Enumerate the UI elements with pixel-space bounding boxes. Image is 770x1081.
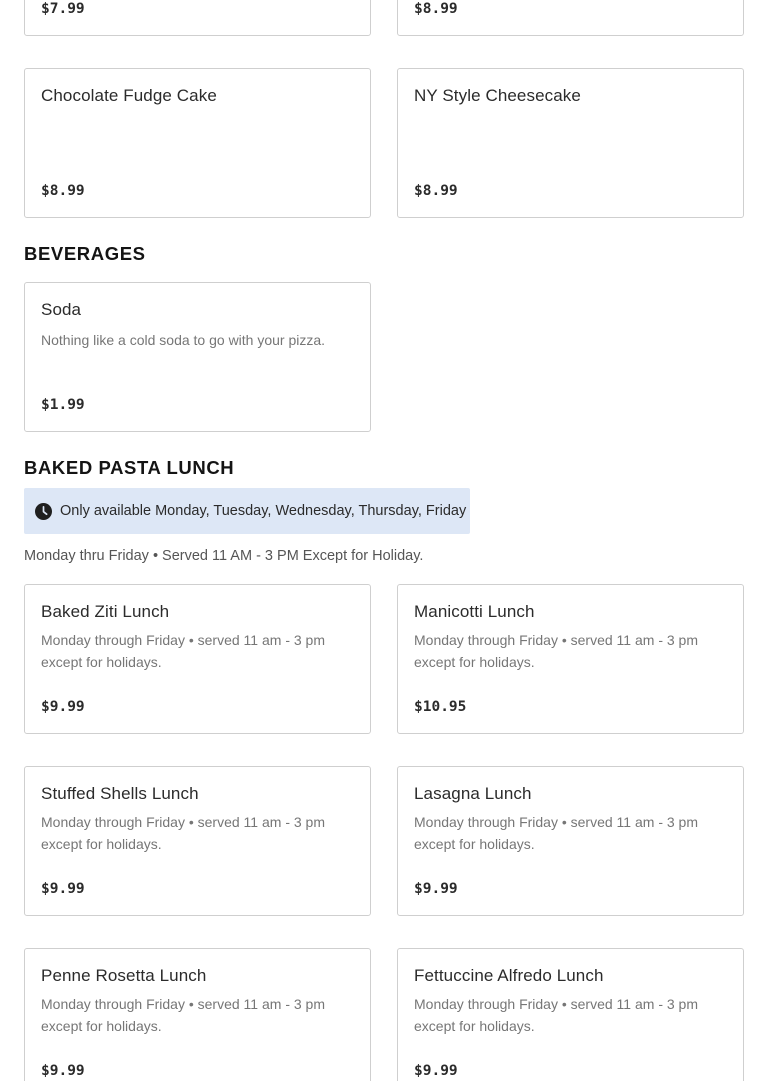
item-price: $10.95 [414, 699, 467, 715]
item-description: Monday through Friday • served 11 am - 3 pm except for holidays. [41, 814, 325, 852]
menu-item-card[interactable] [24, 68, 371, 218]
item-price: $9.99 [41, 881, 85, 897]
menu-item-card[interactable] [24, 948, 371, 1081]
item-name: Fettuccine Alfredo Lunch [414, 966, 604, 985]
item-name: Chocolate Fudge Cake [41, 86, 217, 105]
menu-item-card[interactable] [397, 948, 744, 1081]
section-title-beverages: BEVERAGES [24, 243, 146, 264]
item-description: Nothing like a cold soda to go with your pizza. [41, 332, 326, 348]
item-name: Soda [41, 300, 82, 319]
item-description: Monday through Friday • served 11 am - 3 pm except for holidays. [41, 996, 325, 1034]
item-price: $8.99 [41, 183, 85, 199]
availability-text: Only available Monday, Tuesday, Wednesday, Thursday, Friday [60, 503, 467, 519]
menu-item-card[interactable] [24, 0, 371, 36]
clock-icon [35, 503, 52, 520]
item-price: $8.99 [414, 1, 458, 17]
item-price: $1.99 [41, 397, 85, 413]
item-description: Monday through Friday • served 11 am - 3 pm except for holidays. [414, 814, 698, 852]
item-name: Baked Ziti Lunch [41, 602, 170, 621]
item-price: $9.99 [414, 1063, 458, 1079]
item-price: $7.99 [41, 1, 85, 17]
item-name: NY Style Cheesecake [414, 86, 581, 105]
menu-item-card[interactable] [397, 68, 744, 218]
item-name: Lasagna Lunch [414, 784, 532, 803]
menu-item-card[interactable] [397, 584, 744, 734]
item-name: Penne Rosetta Lunch [41, 966, 207, 985]
section-title-baked-pasta-lunch: BAKED PASTA LUNCH [24, 457, 235, 478]
section-note: Monday thru Friday • Served 11 AM - 3 PM Except for Holiday. [24, 548, 424, 564]
item-price: $9.99 [41, 1063, 85, 1079]
menu-item-card[interactable] [397, 766, 744, 916]
item-name: Manicotti Lunch [414, 602, 535, 621]
menu-item-card[interactable] [24, 584, 371, 734]
item-name: Stuffed Shells Lunch [41, 784, 199, 803]
item-description: Monday through Friday • served 11 am - 3 pm except for holidays. [41, 632, 325, 670]
menu-item-card[interactable] [397, 0, 744, 36]
menu-item-card[interactable] [24, 766, 371, 916]
availability-banner [24, 488, 470, 534]
menu-item-card[interactable] [24, 282, 371, 432]
item-description: Monday through Friday • served 11 am - 3 pm except for holidays. [414, 632, 698, 670]
item-price: $8.99 [414, 183, 458, 199]
item-price: $9.99 [41, 699, 85, 715]
item-description: Monday through Friday • served 11 am - 3 pm except for holidays. [414, 996, 698, 1034]
item-price: $9.99 [414, 881, 458, 897]
